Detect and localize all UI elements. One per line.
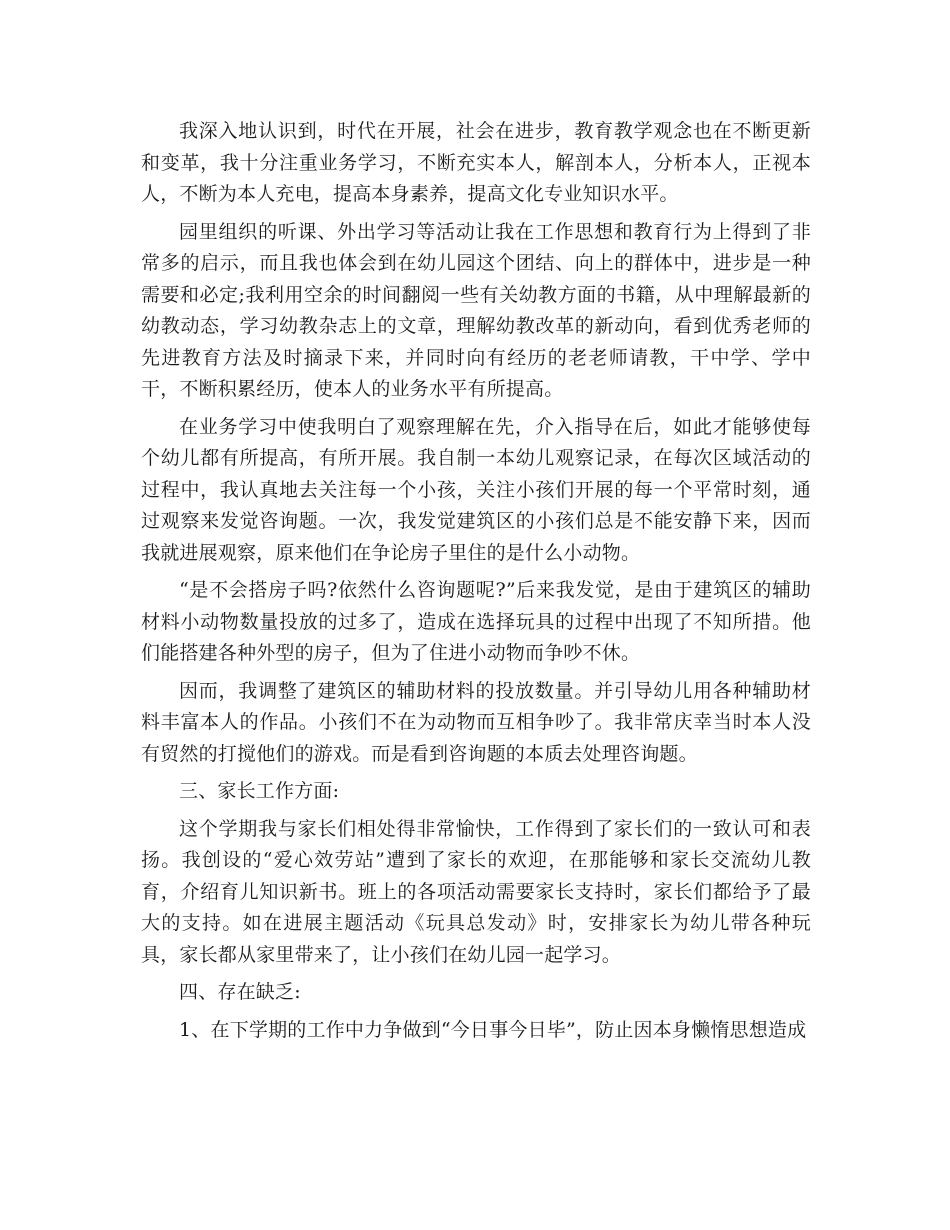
paragraph-study-awareness: 我深入地认识到，时代在开展，社会在进步，教育教学观念也在不断更新和变革，我十分注重业务学习，不断充实本人，解剖本人，分析本人，正视本人，不断为本人充电，提高本身素养，提高文化专业知识水平。 bbox=[141, 120, 811, 205]
section-heading-parent-work: 三、家长工作方面: bbox=[179, 780, 340, 802]
paragraph-learning-activities: 园里组织的听课、外出学习等活动让我在工作思想和教育行为上得到了非常多的启示，而且我也体会到在幼儿园这个团结、向上的群体中，进步是一种需要和必定;我利用空余的时间翻阅一些有关幼教方面的书籍，从中理解最新的幼教动态，学习幼教杂志上的文章，理解幼教改革的新动向，看到优秀老师的先进教育方法及时摘录下来，并同时向有经历的老老师请教，干中学、学中干，不断积累经历，使本人的业务水平有所提高。 bbox=[141, 220, 811, 400]
paragraph-shortcoming-1: 1、在下学期的工作中力争做到“今日事今日毕”，防止因本身懒惰思想造成 bbox=[179, 1018, 807, 1041]
paragraph-building-area-question: “是不会搭房子吗?依然什么咨询题呢?”后来我发觉，是由于建筑区的辅助材料小动物数量投放的过多了，造成在选择玩具的过程中出现了不知所措。他们能搭建各种外型的房子，但为了住进小动物而争吵不休。 bbox=[141, 579, 811, 664]
paragraph-adjust-materials: 因而，我调整了建筑区的辅助材料的投放数量。并引导幼儿用各种辅助材料丰富本人的作品。小孩们不在为动物而互相争吵了。我非常庆幸当时本人没有贸然的打搅他们的游戏。而是看到咨询题的本质去处理咨询题。 bbox=[141, 679, 811, 765]
section-heading-shortcomings: 四、存在缺乏: bbox=[179, 981, 301, 1003]
paragraph-observation-record: 在业务学习中使我明白了观察理解在先，介入指导在后，如此才能够使每个幼儿都有所提高，有所开展。我自制一本幼儿观察记录，在每次区域活动的过程中，我认真地去关注每一个小孩，关注小孩们开展的每一个平常时刻，通过观察来发觉咨询题。一次，我发觉建筑区的小孩们总是不能安静下来，因而我就进展观察，原来他们在争论房子里住的是什么小动物。 bbox=[141, 415, 811, 564]
paragraph-parent-work: 这个学期我与家长们相处得非常愉快，工作得到了家长们的一致认可和表扬。我创设的“爱心效劳站”遭到了家长的欢迎，在那能够和家长交流幼儿教育，介绍育儿知识新书。班上的各项活动需要家长支持时，家长们都给予了最大的支持。如在进展主题活动《玩具总发动》时，安排家长为幼儿带各种玩具，家长都从家里带来了，让小孩们在幼儿园一起学习。 bbox=[141, 817, 811, 966]
document-body bbox=[141, 116, 811, 1046]
